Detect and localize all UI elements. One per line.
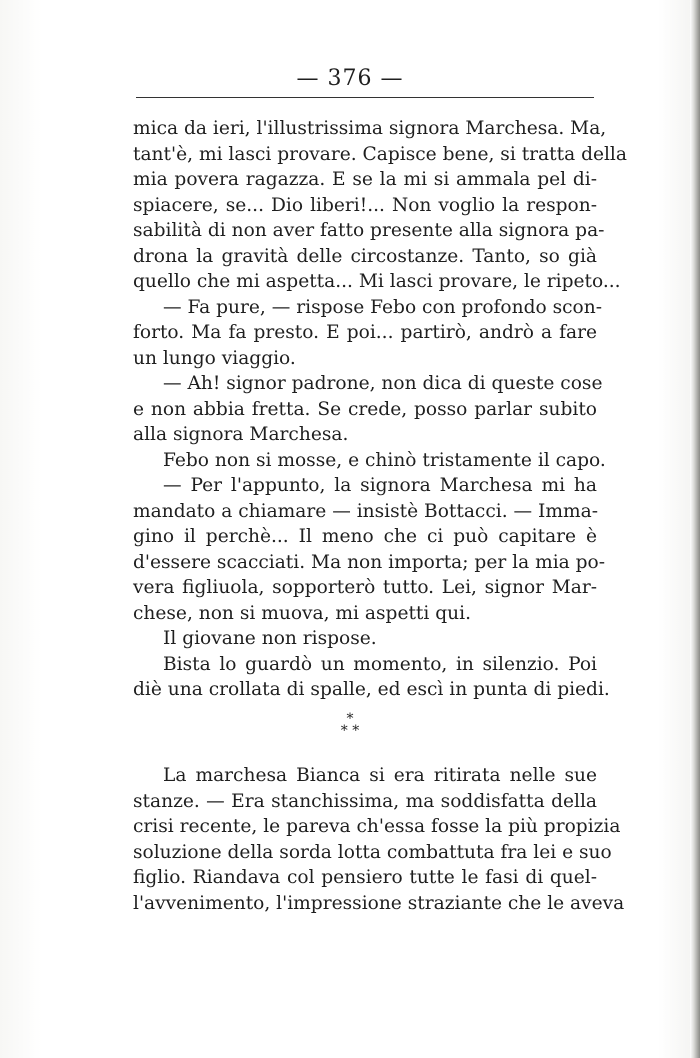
text-line: tant'è, mi lasci provare. Capisce bene, si tratta della (133, 143, 627, 165)
body-text-before-break (133, 116, 627, 703)
text-line: mandato a chiamare — insistè Bottacci. — Imma- (133, 500, 598, 522)
text-line: alla signora Marchesa. (133, 424, 349, 445)
paragraph (133, 448, 606, 474)
text-line: — Per l'appunto, la signora Marchesa mi ha (163, 475, 597, 496)
text-line: Bista lo guardò un momento, in silenzio. Poi (163, 653, 597, 675)
paragraph (133, 116, 627, 295)
text-line: diè una crollata di spalle, ed escì in punta di piedi. (133, 679, 610, 700)
text-line: spiacere, se... Dio liberi!... Non voglio la respon- (133, 194, 597, 216)
text-line: — Fa pure, — rispose Febo con profondo scon- (163, 296, 603, 318)
text-line: soluzione della sorda lotta combattuta fra lei e suo (133, 841, 612, 863)
text-line: crisi recente, le pareva ch'essa fosse la più propizia (133, 816, 621, 837)
text-line: Febo non si mosse, e chinò tristamente il capo. (163, 449, 606, 471)
header-rule (136, 97, 594, 98)
text-line: mia povera ragazza. E se la mi si ammala pel di- (133, 169, 597, 190)
text-line: figlio. Riandava col pensiero tutte le fasi di quel- (133, 867, 597, 888)
page-edge-shadow (690, 0, 700, 1058)
text-line: l'avvenimento, l'impressione straziante che le aveva (133, 892, 625, 914)
text-line: stanze. — Era stanchissima, ma soddisfatta della (133, 790, 597, 812)
body-text-after-break (133, 763, 625, 916)
paragraph (133, 763, 625, 916)
paragraph (133, 295, 603, 372)
text-line: e non abbia fretta. Se crede, posso parlar subito (133, 398, 597, 420)
paragraph (133, 652, 610, 703)
text-line: forto. Ma fa presto. E poi... partirò, andrò a fare (133, 322, 597, 343)
paragraph (133, 371, 603, 448)
text-line: Il giovane non rispose. (163, 628, 377, 649)
text-line: un lungo viaggio. (133, 347, 296, 369)
text-line: d'essere scacciati. Ma non importa; per la mia po- (133, 551, 606, 573)
page-number: — 376 — (296, 66, 404, 91)
section-break-asterism (0, 713, 700, 737)
text-line: mica da ieri, l'illustrissima signora Marchesa. Ma, (133, 118, 607, 139)
text-line: La marchesa Bianca si era ritirata nelle sue (163, 765, 597, 786)
paragraph (133, 473, 606, 626)
text-line: drona la gravità delle circostanze. Tanto, so già (133, 245, 597, 267)
text-line: sabilità di non aver fatto presente alla signora pa- (133, 220, 605, 241)
text-line: — Ah! signor padrone, non dica di queste cose (163, 373, 603, 394)
text-line: gino il perchè... Il meno che ci può capitare è (133, 526, 597, 547)
text-line: vera figliuola, sopporterò tutto. Lei, signor Mar- (133, 577, 597, 598)
asterism-top: * (346, 711, 354, 727)
text-line: chese, non si muova, mi aspetti qui. (133, 602, 471, 624)
paragraph (133, 626, 597, 652)
text-line: quello che mi aspetta... Mi lasci provare, le ripeto... (133, 271, 621, 292)
asterism-bottom: * * (340, 723, 360, 739)
